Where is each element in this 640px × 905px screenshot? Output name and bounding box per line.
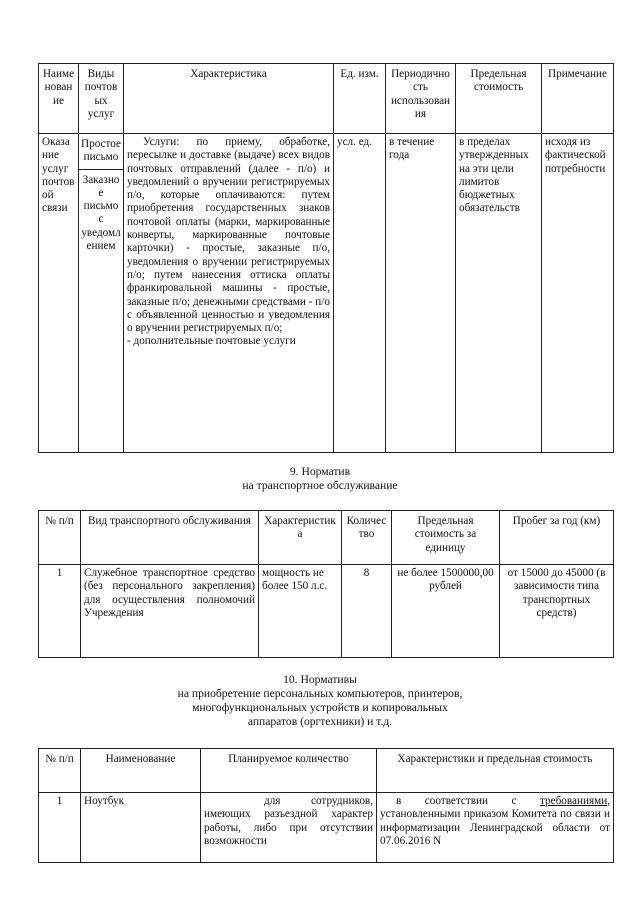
t2-cell-characteristic: мощность не более 150 л.с. [259,565,342,658]
t3-char-suffix: , установленными приказом Комитета по связи и информатизации Ленинградской области от 07.06.2016 N [380,795,610,847]
header-max-price: Предельная стоимость [456,64,542,134]
section9-title-line1: 9. Норматив [289,465,351,478]
section10-title [0,673,640,729]
cell-note: исходя из фактической потребности [542,134,614,453]
section10-title-line1: 10. Нормативы [283,673,357,686]
header-characteristic: Характеристика [124,64,334,134]
t3-header-quantity: Планируемое количество [201,749,377,793]
t3-header-characteristic: Характеристики и предельная стоимость [377,749,614,793]
t2-cell-type: Служебное транспортное средство (без персонального закрепления) для осуществления полномочий Учреждения [81,565,259,658]
service-simple-letter: Простое письмо [79,134,123,170]
t2-header-type: Вид транспортного обслуживания [81,511,259,565]
cell-characteristic [124,134,334,453]
characteristic-extra: - дополнительные почтовые услуги [127,335,296,348]
t3-char-prefix: в соответствии с [396,795,541,807]
header-note: Примечание [542,64,614,134]
header-service-type: Виды почтовых услуг [79,64,124,134]
section9-title-line2: на транспортное обслуживание [242,479,398,492]
header-name: Наименование [39,64,79,134]
transport-table [38,510,614,658]
section10-title-line3: многофункциональных устройств и копировальных [192,701,448,714]
section9-title [0,465,640,493]
t2-cell-num: 1 [39,565,81,658]
characteristic-text: Услуги: по приему, обработке, пересылке и доставке (выдаче) всех видов почтовых отправлений (далее - п/о) и уведомлений о вручении регистрируемых п/о, которые оплачиваются: путем приобретения государственных знаков почтовой оплаты (марки, маркированные конверты, маркированные почтовые карточки) - простые, заказные п/о, уведомления о вручении регистрируемых п/о; путем нанесения оттиска оплаты франкировальной машины - простые, заказные п/о; денежными средствами - п/о с объявленной ценностью и уведомления о вручении регистрируемых п/о; [127,136,330,335]
header-periodicity: Периодичность использования [386,64,456,134]
t3-cell-name: Ноутбук [81,793,201,863]
t3-header-num: № п/п [39,749,81,793]
cell-price: в пределах утвержденных на эти цели лимитов бюджетных обязательств [456,134,542,453]
office-equipment-table [38,748,614,863]
t2-header-num: № п/п [39,511,81,565]
t2-cell-price: не более 1500000,00 рублей [392,565,500,658]
cell-service-kinds [79,134,124,453]
t2-header-mileage: Пробег за год (км) [500,511,614,565]
t3-header-name: Наименование [81,749,201,793]
section10-title-line4: аппаратов (оргтехники) и т.д. [247,715,393,728]
t3-cell-quantity: для сотрудников, имеющих разъездной характер работы, либо при отсутствии возможности [201,793,377,863]
t3-cell-num: 1 [39,793,81,863]
t2-header-price: Предельная стоимость за единицу [392,511,500,565]
t2-cell-mileage: от 15000 до 45000 (в зависимости типа транспортных средств) [500,565,614,658]
header-unit: Ед. изм. [334,64,386,134]
section10-title-line2: на приобретение персональных компьютеров, принтеров, [177,687,463,700]
cell-period: в течение года [386,134,456,453]
cell-unit: усл. ед. [334,134,386,453]
t2-header-quantity: Количество [342,511,392,565]
postal-services-table [38,63,614,453]
t2-header-characteristic: Характеристика [259,511,342,565]
cell-service-name: Оказание услуг почтовой связи [39,134,79,453]
requirements-link[interactable]: требованиями [540,795,608,807]
t3-cell-characteristic [377,793,614,863]
service-registered-letter: Заказное письмо с уведомлением [81,173,121,253]
t2-cell-quantity: 8 [342,565,392,658]
